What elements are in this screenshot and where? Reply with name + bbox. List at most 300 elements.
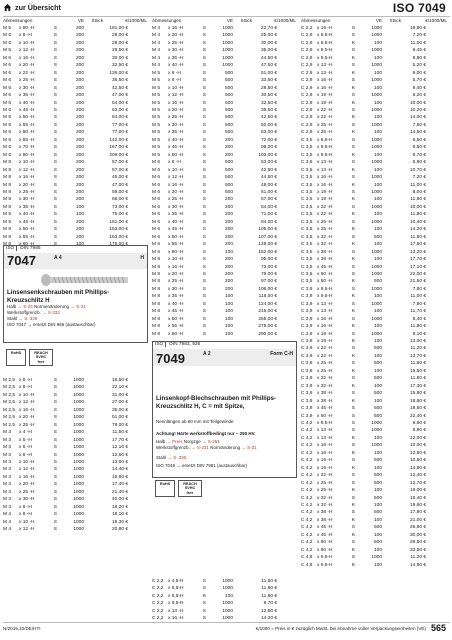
cell-length: x 35 -H xyxy=(168,212,184,218)
cell-length: x 45 -H xyxy=(317,532,333,538)
cell-length: x 55 -H xyxy=(19,234,35,240)
cell-price: 126,00 € xyxy=(109,70,128,76)
cell-price: 28,00 € xyxy=(111,40,128,46)
cell-length: x 6,5-H xyxy=(317,137,333,143)
cell-length: x 25 -H xyxy=(168,279,184,285)
cell-price: 17,40 € xyxy=(111,482,128,488)
cell-price: 13,70 € xyxy=(409,353,426,359)
page-title: ISO 7049 xyxy=(392,1,446,15)
cell-length: x 10 -H xyxy=(168,257,184,263)
cell-ve: K xyxy=(202,593,206,599)
cell-qty: 500 xyxy=(373,458,382,464)
table-row xyxy=(3,234,148,241)
cell-qty: 500 xyxy=(224,189,233,195)
cell-qty: 1000 xyxy=(371,286,382,292)
header-qty: Stück xyxy=(91,18,103,23)
cell-qty: 200 xyxy=(224,286,233,292)
cell-length: x 25 -H xyxy=(317,488,333,494)
cell-qty: 100 xyxy=(373,398,382,404)
cell-price: 47,50 € xyxy=(260,63,277,69)
cell-size: M 4 xyxy=(3,519,11,525)
cell-ve: S xyxy=(202,249,206,255)
cell-qty: 1000 xyxy=(73,400,84,406)
cell-qty: 100 xyxy=(373,383,382,389)
cell-ve: K xyxy=(351,227,355,233)
cell-size: C 2,9 xyxy=(301,63,313,69)
cell-qty: 200 xyxy=(224,152,233,158)
table-row xyxy=(152,196,297,203)
cell-size: M 6 xyxy=(152,249,160,255)
table-row xyxy=(301,264,450,271)
cell-length: x 19 -H xyxy=(317,331,333,337)
cell-ve: S xyxy=(53,189,57,195)
cell-price: 8,80 € xyxy=(412,421,426,427)
table-row xyxy=(3,504,148,511)
table-row xyxy=(301,137,450,144)
cell-size: C 4,2 xyxy=(301,532,313,538)
table-column-2b xyxy=(152,578,297,623)
header-dim: Abmessungen xyxy=(152,18,182,23)
cell-length: x 16 -H xyxy=(317,182,333,188)
cell-ve: S xyxy=(53,26,57,31)
cell-ve: S xyxy=(351,78,355,84)
cell-qty: 500 xyxy=(224,122,233,128)
header-dim: Abmessungen xyxy=(301,18,331,23)
cell-length: x 40 -H xyxy=(168,301,184,307)
cell-size: C 2,2 xyxy=(152,586,164,592)
table-column-1 xyxy=(3,17,148,249)
cell-price: 22,10 € xyxy=(111,385,128,391)
page-number: 565 xyxy=(430,623,446,633)
cell-price: 97,00 € xyxy=(260,279,277,285)
cell-price: 10,20 € xyxy=(409,107,426,113)
home-icon xyxy=(3,3,12,12)
cell-length: x 35 -H xyxy=(19,93,35,99)
cell-length: x 20 -H xyxy=(19,182,35,188)
cell-qty: 1000 xyxy=(73,385,84,391)
cell-size: C 2,2 xyxy=(301,26,313,31)
cell-qty: 100 xyxy=(373,70,382,76)
table-row xyxy=(301,562,450,569)
cell-qty: 1000 xyxy=(73,474,84,480)
cell-qty: 1000 xyxy=(73,489,84,495)
cell-price: 14,40 € xyxy=(111,467,128,473)
cell-ve: K xyxy=(351,383,355,389)
cell-qty: 200 xyxy=(224,197,233,203)
cell-price: 31,00 € xyxy=(111,392,128,398)
table-row xyxy=(3,70,148,77)
cell-size: M 5 xyxy=(3,26,11,31)
cell-price: 30,50 € xyxy=(260,93,277,99)
cell-price: 124,00 € xyxy=(258,301,277,307)
cell-qty: 100 xyxy=(373,115,382,121)
cell-size: C 2,2 xyxy=(152,616,164,622)
cell-ve: S xyxy=(202,48,206,54)
cell-ve: S xyxy=(351,107,355,113)
cell-length: x 9,5-H xyxy=(168,601,184,607)
cell-price: 106,00 € xyxy=(258,286,277,292)
card-din-label: DIN 7983, 926 xyxy=(169,342,201,347)
cell-price: 9,40 € xyxy=(412,85,426,91)
cell-ve: S xyxy=(202,122,206,128)
cell-size: M 8 xyxy=(3,234,11,240)
cell-price: 290,00 € xyxy=(258,331,277,337)
cell-qty: 1000 xyxy=(371,316,382,322)
table-row xyxy=(301,487,450,494)
cell-price: 21,00 € xyxy=(409,517,426,523)
table-row xyxy=(152,331,297,338)
cell-price: 11,20 € xyxy=(410,555,426,561)
cell-qty: 1000 xyxy=(73,430,84,436)
cell-ve: S xyxy=(351,406,355,412)
cell-qty: 200 xyxy=(75,122,84,128)
cell-price: 11,00 € xyxy=(410,40,426,46)
cell-ve: S xyxy=(202,55,206,61)
cell-ve: S xyxy=(53,527,57,533)
cell-qty: 200 xyxy=(75,55,84,61)
cell-ve: S xyxy=(53,519,57,525)
cell-qty: 100 xyxy=(373,227,382,233)
cell-price: 84,00 € xyxy=(260,219,277,225)
cell-size: C 3,9 xyxy=(301,339,313,345)
cell-length: x 50 -H xyxy=(317,547,333,553)
cell-length: x 45 -H xyxy=(317,525,333,531)
cell-ve: K xyxy=(351,257,355,263)
table-row xyxy=(301,100,450,107)
cell-ve: S xyxy=(53,482,57,488)
cell-price: 20,80 € xyxy=(111,527,128,533)
cell-ve: S xyxy=(351,376,355,382)
table-row xyxy=(3,466,148,473)
cell-length: x 13 -H xyxy=(317,160,333,166)
cell-size: C 3,9 xyxy=(301,324,313,330)
cell-length: x 6 -H xyxy=(19,445,32,451)
cell-length: x 35 -H xyxy=(168,130,184,136)
table-row xyxy=(301,182,450,189)
cell-qty: 100 xyxy=(373,257,382,263)
cell-length: x 45 -H xyxy=(168,145,184,151)
cell-length: x 30 -H xyxy=(19,85,35,91)
cell-qty: 1000 xyxy=(73,504,84,510)
cell-ve: S xyxy=(53,497,57,503)
cell-ve: S xyxy=(53,392,57,398)
cell-price: 64,00 € xyxy=(260,204,277,210)
table-row xyxy=(152,608,297,615)
cell-qty: 100 xyxy=(373,368,382,374)
cell-ve: S xyxy=(351,525,355,531)
cell-ve: K xyxy=(351,309,355,315)
cell-price: 7,20 € xyxy=(412,33,426,39)
cell-qty: 1000 xyxy=(73,482,84,488)
compliance-badges-1 xyxy=(6,349,53,366)
cell-length: x 65 -H xyxy=(19,137,35,143)
cell-length: x 50 -H xyxy=(317,271,333,277)
table-row xyxy=(3,392,148,399)
cell-ve: S xyxy=(53,234,57,240)
cell-size: M 8 xyxy=(3,160,11,166)
cell-size: M 6 xyxy=(152,197,160,203)
cell-price: 13,20 € xyxy=(409,249,426,255)
cell-length: x 19 -H xyxy=(317,458,333,464)
cell-qty: 1000 xyxy=(222,579,233,584)
cell-price: 47,00 € xyxy=(111,182,128,188)
cell-qty: 1000 xyxy=(73,519,84,525)
cell-ve: S xyxy=(351,204,355,210)
cell-qty: 1000 xyxy=(371,189,382,195)
table-row xyxy=(152,308,297,315)
cell-size: C 2,2 xyxy=(152,579,164,584)
cell-size: C 3,5 xyxy=(301,219,313,225)
cell-length: x 16 -H xyxy=(168,616,184,622)
cell-size: C 3,9 xyxy=(301,368,313,374)
cell-size: M 3 xyxy=(3,482,11,488)
cell-size: M 6 xyxy=(3,152,11,158)
card-header xyxy=(4,246,147,251)
cell-ve: K xyxy=(351,339,355,345)
table-row xyxy=(152,137,297,144)
cell-price: 28,50 € xyxy=(260,85,277,91)
table-row xyxy=(152,578,297,585)
rohs-badge: RoHS xyxy=(6,349,26,366)
cell-size: M 8 xyxy=(3,182,11,188)
cell-qty: 200 xyxy=(75,63,84,69)
cell-ve: S xyxy=(53,378,57,383)
cell-qty: 1000 xyxy=(73,497,84,503)
cell-ve: S xyxy=(202,115,206,121)
page-header xyxy=(0,0,452,17)
cell-ve: S xyxy=(202,601,206,607)
cell-qty: 1000 xyxy=(371,175,382,181)
cell-size: M 2,5 xyxy=(3,378,15,383)
cell-qty: 200 xyxy=(75,175,84,181)
cell-price: 18,10 € xyxy=(111,512,128,518)
cell-size: M 4 xyxy=(3,527,11,533)
cell-qty: 1000 xyxy=(222,63,233,69)
cell-price: 10,00 € xyxy=(409,100,426,106)
cell-ve: K xyxy=(351,368,355,374)
cell-qty: 100 xyxy=(373,309,382,315)
cell-length: x 8 -H xyxy=(19,452,32,458)
cell-length: x 30 -H xyxy=(168,286,184,292)
cell-price: 30,00 € xyxy=(260,40,277,46)
card-letter: H xyxy=(140,255,144,261)
cell-price: 18,80 € xyxy=(409,398,426,404)
cell-ve: S xyxy=(202,608,206,614)
cell-length: x 10 -H xyxy=(168,167,184,173)
cell-price: 27,00 € xyxy=(111,400,128,406)
cell-ve: K xyxy=(351,279,355,285)
cell-ve: S xyxy=(351,443,355,449)
cell-size: M 8 xyxy=(3,242,11,248)
cell-size: M 6 xyxy=(3,107,11,113)
cell-length: x 45 -H xyxy=(19,219,35,225)
cell-ve: S xyxy=(202,294,206,300)
cell-price: 16,50 € xyxy=(111,378,128,383)
table-row xyxy=(301,129,450,136)
cell-size: M 3 xyxy=(3,459,11,465)
cell-length: x 8 -H xyxy=(168,160,181,166)
cell-ve: K xyxy=(351,450,355,456)
cell-qty: 1000 xyxy=(73,392,84,398)
cell-price: 13,00 € xyxy=(409,339,426,345)
cell-price: 175,00 € xyxy=(109,242,128,248)
cell-size: M 5 xyxy=(152,100,160,106)
cell-price: 78,00 € xyxy=(111,422,128,428)
card-meta-1: Halb → Preis Norgzge → S-251 xyxy=(156,439,220,444)
table-row xyxy=(152,323,297,330)
cell-length: x 38 -H xyxy=(317,249,333,255)
cell-length: x 9,5-H xyxy=(317,145,333,151)
cell-qty: 200 xyxy=(75,137,84,143)
cell-size: C 4,2 xyxy=(301,540,313,546)
cell-qty: 1000 xyxy=(73,512,84,518)
cell-length: x 12 -H xyxy=(19,167,35,173)
cell-length: x 19 -H xyxy=(317,93,333,99)
table-column-3 xyxy=(301,17,450,569)
cell-ve: S xyxy=(351,249,355,255)
cell-size: M 3 xyxy=(3,452,11,458)
table-row xyxy=(301,77,450,84)
cell-length: x 9,5-H xyxy=(317,48,333,54)
table-row xyxy=(301,435,450,442)
cell-length: x 8 -H xyxy=(168,78,181,84)
cell-length: x 12 -H xyxy=(168,175,184,181)
cell-ve: S xyxy=(53,459,57,465)
cell-size: M 6 xyxy=(152,204,160,210)
cell-qty: 1000 xyxy=(371,271,382,277)
overview-link[interactable] xyxy=(3,3,61,12)
table-row xyxy=(301,92,450,99)
cell-qty: 500 xyxy=(373,510,382,516)
cell-ve: S xyxy=(53,242,57,248)
table-row xyxy=(152,100,297,107)
table-row xyxy=(3,384,148,391)
cell-qty: 100 xyxy=(373,562,382,568)
table-row xyxy=(152,62,297,69)
cell-ve: S xyxy=(202,271,206,277)
cell-size: M 8 xyxy=(152,257,160,263)
cell-ve: K xyxy=(351,242,355,248)
cell-ve: K xyxy=(351,70,355,76)
cell-price: 142,00 € xyxy=(109,137,128,143)
cell-size: C 3,5 xyxy=(301,204,313,210)
cell-size: C 2,9 xyxy=(301,55,313,61)
table-row xyxy=(301,442,450,449)
table-column-1b xyxy=(3,377,148,534)
cell-qty: 500 xyxy=(373,234,382,240)
cell-size: C 4,2 xyxy=(301,473,313,479)
cell-price: 11,50 € xyxy=(112,430,128,436)
cell-size: C 2,9 xyxy=(301,33,313,39)
cell-length: x 50 -H xyxy=(19,115,35,121)
cell-ve: S xyxy=(53,48,57,54)
cell-ve: S xyxy=(351,301,355,307)
cell-price: 11,70 € xyxy=(410,309,426,315)
cell-length: x 20 -H xyxy=(168,271,184,277)
cell-qty: 1000 xyxy=(371,93,382,99)
cell-price: 32,50 € xyxy=(260,100,277,106)
cell-qty: 100 xyxy=(373,212,382,218)
cell-ve: K xyxy=(351,488,355,494)
cell-ve: S xyxy=(202,78,206,84)
cell-qty: 100 xyxy=(373,55,382,61)
cell-qty: 100 xyxy=(224,331,233,337)
cell-ve: S xyxy=(53,85,57,91)
cell-qty: 500 xyxy=(224,93,233,99)
card-header xyxy=(153,342,296,347)
cell-price: 12,10 € xyxy=(111,445,128,451)
cell-length: x 8 -H xyxy=(19,512,32,518)
cell-qty: 1000 xyxy=(73,415,84,421)
cell-qty: 100 xyxy=(373,167,382,173)
table-row xyxy=(152,316,297,323)
cell-size: M 6 xyxy=(152,182,160,188)
table-row xyxy=(301,338,450,345)
cell-ve: S xyxy=(202,130,206,136)
cell-price: 14,90 € xyxy=(409,562,426,568)
cell-ve: S xyxy=(53,512,57,518)
table-row xyxy=(301,465,450,472)
cell-size: M 5 xyxy=(152,93,160,99)
cell-ve: S xyxy=(53,182,57,188)
cell-size: C 2,9 xyxy=(301,78,313,84)
cell-price: 75,00 € xyxy=(111,212,128,218)
table-row xyxy=(152,47,297,54)
cell-size: M 8 xyxy=(152,271,160,277)
cell-qty: 100 xyxy=(373,130,382,136)
cell-length: x 25 -H xyxy=(317,368,333,374)
cell-ve: S xyxy=(53,474,57,480)
cell-qty: 200 xyxy=(75,115,84,121)
cell-size: M 6 xyxy=(152,227,160,233)
cell-ve: S xyxy=(202,204,206,210)
cell-qty: 500 xyxy=(373,361,382,367)
cell-size: M 3 xyxy=(3,489,11,495)
table-row xyxy=(3,32,148,39)
cell-length: x 38 -H xyxy=(317,398,333,404)
table-row xyxy=(152,77,297,84)
cell-qty: 500 xyxy=(373,413,382,419)
cell-price: 10,60 € xyxy=(409,458,426,464)
cell-length: x 6,5-H xyxy=(317,33,333,39)
cell-size: C 3,5 xyxy=(301,279,313,285)
cell-ve: S xyxy=(351,361,355,367)
cell-price: 181,00 € xyxy=(109,26,128,31)
table-row xyxy=(3,174,148,181)
cell-ve: S xyxy=(202,579,206,584)
cell-size: C 3,5 xyxy=(301,271,313,277)
cell-price: 19,30 € xyxy=(111,519,128,525)
cell-qty: 500 xyxy=(373,406,382,412)
header-ve: VE xyxy=(226,18,233,23)
cell-size: M 6 xyxy=(3,55,11,61)
cell-length: x 9,5-H xyxy=(317,286,333,292)
table-row xyxy=(152,70,297,77)
table-row xyxy=(301,547,450,554)
footer-code: N/2019,10/DE/HTI xyxy=(3,626,41,631)
cell-qty: 200 xyxy=(75,219,84,225)
table-row xyxy=(301,353,450,360)
table-row xyxy=(3,452,148,459)
cell-length: x 80 -H xyxy=(19,26,35,31)
cell-price: 7,80 € xyxy=(412,286,426,292)
cell-ve: K xyxy=(351,532,355,538)
cell-ve: S xyxy=(53,93,57,99)
table-rows xyxy=(152,25,297,338)
cell-length: x 25 -H xyxy=(317,227,333,233)
cell-length: x 9,5-H xyxy=(317,55,333,61)
cell-qty: 500 xyxy=(224,70,233,76)
